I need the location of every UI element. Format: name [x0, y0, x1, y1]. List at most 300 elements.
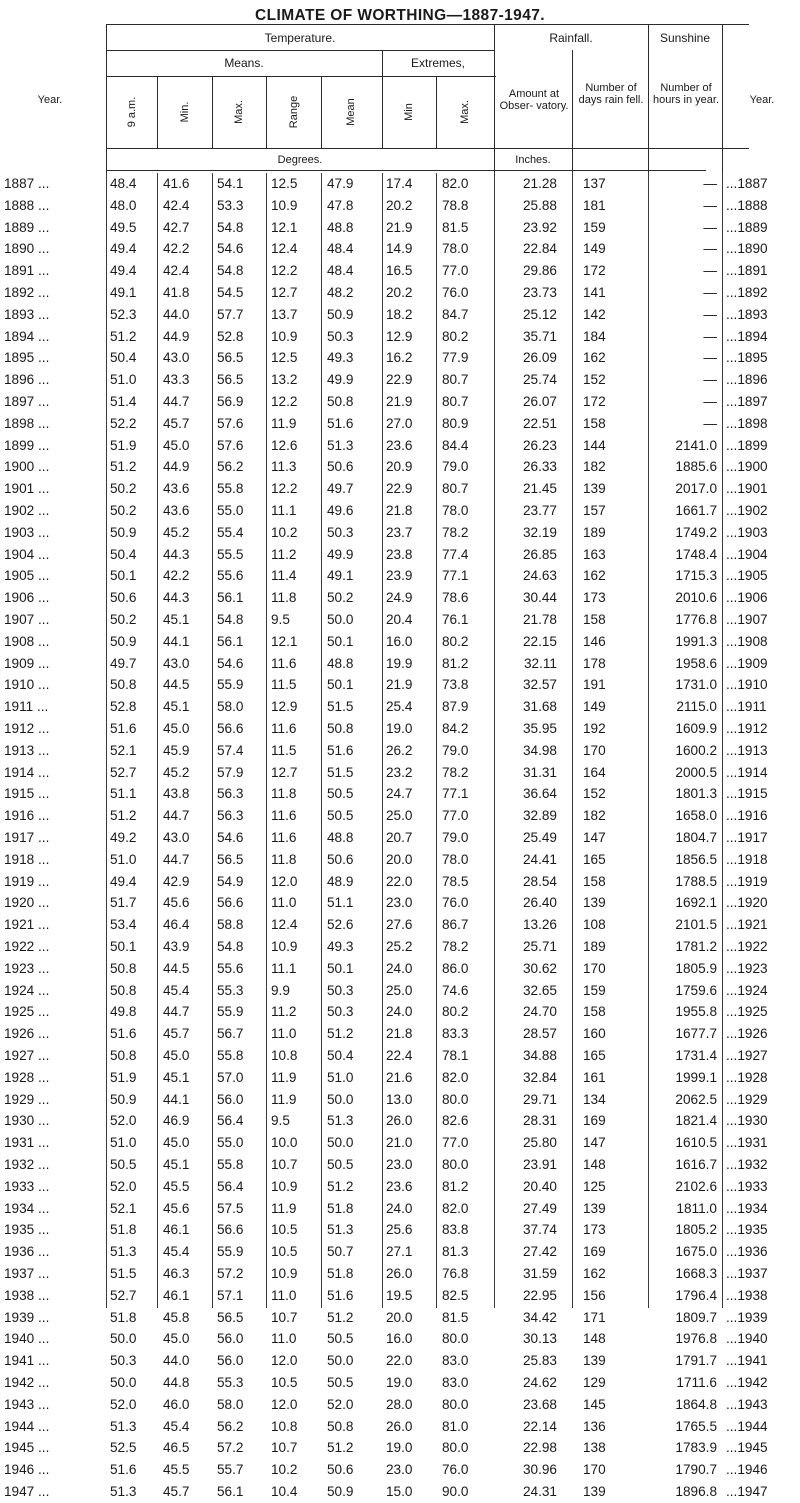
year-cell: 1941 ...	[4, 1353, 50, 1369]
year-cell-right: ...1902	[726, 503, 768, 518]
extreme-min-cell: 21.8	[386, 503, 413, 518]
rain-amount-cell: 25.83	[522, 1353, 557, 1369]
mean-min-cell: 44.5	[163, 960, 190, 976]
extreme-min-cell: 22.4	[386, 1048, 413, 1063]
am9-cell: 50.8	[110, 960, 137, 976]
extreme-max-cell: 80.2	[442, 1004, 469, 1020]
rain-amount-cell: 32.19	[522, 524, 557, 540]
sun-hours-cell: 1790.7	[675, 1462, 717, 1478]
mean-cell: 50.7	[327, 1244, 354, 1260]
extreme-max-cell: 78.0	[442, 241, 469, 257]
year-cell: 1901 ...	[4, 481, 50, 497]
subcol-rule	[106, 76, 496, 77]
rain-amount-cell: 32.84	[522, 1069, 557, 1085]
range-cell: 10.7	[271, 1157, 298, 1172]
mean-min-cell: 43.6	[163, 503, 190, 518]
sunshine-header: Sunshine	[659, 31, 711, 45]
mean-min-cell: 43.3	[163, 372, 190, 388]
rain-amount-cell: 30.44	[522, 590, 557, 606]
rain-days-cell: 139	[583, 1353, 606, 1369]
mean-min-cell: 44.9	[163, 328, 190, 344]
column-separator	[436, 173, 437, 1308]
year-cell: 1933 ...	[4, 1178, 50, 1194]
sun-hours-cell: 1805.9	[675, 960, 717, 976]
sun-hours-cell: 1791.7	[675, 1353, 717, 1369]
mean-max-cell: 56.2	[217, 459, 244, 475]
am9-cell: 52.0	[110, 1113, 137, 1129]
mean-max-cell: 54.8	[217, 612, 244, 627]
range-cell: 12.6	[271, 437, 298, 453]
sun-hours-cell: —	[703, 197, 717, 213]
extreme-max-cell: 76.0	[442, 285, 469, 300]
mean-min-cell: 44.7	[163, 808, 190, 824]
year-cell-right: ...1911	[726, 699, 767, 715]
table-row	[0, 500, 800, 522]
year-cell-right: ...1941	[726, 1353, 768, 1369]
range-cell: 11.0	[271, 1287, 297, 1303]
rain-amount-cell: 22.95	[522, 1287, 557, 1303]
mean-min-cell: 46.5	[163, 1440, 190, 1456]
year-cell-right: ...1912	[726, 721, 768, 736]
year-cell: 1899 ...	[4, 437, 50, 453]
year-cell-right: ...1932	[726, 1157, 768, 1172]
mean-max-cell: 54.6	[217, 830, 244, 845]
rain-amount-cell: 26.40	[522, 895, 557, 911]
extreme-min-cell: 20.2	[386, 285, 413, 300]
rain-days-cell: 156	[583, 1287, 606, 1303]
extreme-max-cell: 86.7	[442, 917, 469, 933]
extreme-max-cell: 84.7	[442, 306, 469, 322]
extreme-max-cell: 78.2	[442, 939, 469, 954]
extreme-max-cell: 80.0	[442, 1396, 469, 1412]
table-row	[0, 217, 800, 239]
rain-days-cell: 191	[583, 677, 606, 693]
year-cell: 1909 ...	[4, 655, 50, 671]
table-row	[0, 653, 800, 675]
sun-hours-cell: —	[703, 350, 717, 366]
mean-max-cell: 56.1	[217, 1484, 244, 1499]
rain-days-cell: 142	[583, 306, 606, 322]
table-row	[0, 1416, 800, 1438]
range-cell: 10.9	[271, 197, 298, 213]
column-separator	[648, 173, 649, 1308]
mean-max-cell: 54.8	[217, 263, 244, 279]
range-cell: 12.2	[271, 394, 298, 409]
range-cell: 12.7	[271, 285, 298, 300]
extreme-max-cell: 80.9	[442, 415, 469, 431]
column-separator	[572, 173, 573, 1308]
am9-cell: 51.3	[110, 1244, 137, 1260]
year-cell-right: ...1944	[726, 1418, 768, 1434]
sun-hours-cell: 1692.1	[675, 895, 717, 911]
mean-min-cell: 44.3	[163, 590, 190, 606]
range-cell: 11.2	[271, 1004, 297, 1020]
year-cell-right: ...1943	[726, 1396, 768, 1412]
table-row	[0, 1437, 800, 1459]
extreme-min-cell: 21.9	[386, 677, 413, 693]
year-cell: 1927 ...	[4, 1048, 50, 1063]
mean-cell: 50.1	[327, 677, 354, 693]
table-row	[0, 1307, 800, 1329]
mean-max-cell: 57.6	[217, 437, 244, 453]
mean-min-cell: 44.7	[163, 851, 190, 867]
table-row	[0, 544, 800, 566]
range-cell: 13.7	[271, 306, 298, 322]
extreme-max-cell: 77.0	[442, 808, 469, 824]
mean-max-cell: 55.9	[217, 1004, 244, 1020]
rain-amount-cell: 24.41	[522, 851, 557, 867]
extreme-max-cell: 83.3	[442, 1026, 469, 1042]
extreme-min-cell: 20.7	[386, 830, 413, 845]
mean-min-cell: 42.2	[163, 241, 190, 257]
mean-cell: 50.3	[327, 982, 354, 998]
year-cell: 1913 ...	[4, 742, 50, 758]
year-cell: 1925 ...	[4, 1004, 50, 1020]
range-cell: 10.7	[271, 1440, 298, 1456]
extreme-min-cell: 20.0	[386, 851, 413, 867]
am9-cell: 48.4	[110, 176, 137, 191]
mean-max-cell: 58.8	[217, 917, 244, 933]
year-cell: 1898 ...	[4, 415, 50, 431]
extreme-min-cell: 19.0	[386, 1375, 413, 1390]
rain-days-cell: 170	[583, 742, 606, 758]
extreme-max-cell: 84.2	[442, 721, 469, 736]
table-row	[0, 871, 800, 893]
mean-cell: 50.6	[327, 459, 354, 475]
table-row	[0, 1350, 800, 1372]
mean-min-cell: 43.6	[163, 481, 190, 497]
year-cell-right: ...1906	[726, 590, 768, 606]
extreme-min-cell: 20.9	[386, 459, 413, 475]
table-row	[0, 1154, 800, 1176]
year-cell-right: ...1918	[726, 851, 768, 867]
am9-cell: 52.1	[110, 1200, 137, 1216]
year-cell: 1912 ...	[4, 721, 50, 736]
extreme-min-cell: 25.0	[386, 808, 413, 824]
mean-min-cell: 45.8	[163, 1309, 190, 1325]
extreme-max-cell: 73.8	[442, 677, 469, 693]
year-cell: 1921 ...	[4, 917, 50, 933]
table-row	[0, 740, 800, 762]
mean-min-cell: 42.4	[163, 263, 190, 279]
table-row	[0, 1241, 800, 1263]
rain-amount-cell: 26.23	[522, 437, 557, 453]
sun-hours-cell: —	[703, 241, 717, 257]
mean-cell: 50.5	[327, 808, 354, 824]
year-cell: 1931 ...	[4, 1135, 50, 1151]
year-cell: 1902 ...	[4, 503, 50, 518]
table-row	[0, 413, 800, 435]
mean-cell: 48.2	[327, 285, 354, 300]
mean-cell: 49.1	[327, 568, 354, 584]
rain-days-cell: 165	[583, 851, 606, 867]
sun-hours-cell: 1796.4	[675, 1287, 717, 1303]
col-min-header: Min.	[179, 101, 191, 123]
sun-hours-cell: 1856.5	[675, 851, 717, 867]
year-cell-right: ...1919	[726, 873, 768, 889]
mean-max-cell: 55.4	[217, 524, 244, 540]
mean-max-cell: 56.5	[217, 372, 244, 388]
year-cell-right: ...1894	[726, 328, 768, 344]
year-cell-right: ...1909	[726, 655, 768, 671]
rain-amount-cell: 23.73	[522, 285, 557, 300]
extreme-min-cell: 17.4	[386, 176, 413, 191]
mean-cell: 48.8	[327, 830, 354, 845]
sun-hours-cell: 1765.5	[675, 1418, 717, 1434]
extreme-min-cell: 23.0	[386, 1157, 413, 1172]
col-rule	[321, 76, 322, 148]
rain-amount-cell: 34.88	[522, 1048, 557, 1063]
sun-hours-cell: 1805.2	[675, 1222, 717, 1238]
mean-max-cell: 55.6	[217, 960, 244, 976]
rain-days-cell: 138	[583, 1440, 606, 1456]
sun-hours-cell: 1609.9	[675, 721, 717, 736]
year-cell-right: ...1929	[726, 1091, 768, 1107]
extreme-max-cell: 78.8	[442, 197, 469, 213]
mean-cell: 50.8	[327, 394, 354, 409]
year-cell-right: ...1930	[726, 1113, 768, 1129]
year-cell-right: ...1899	[726, 437, 768, 453]
mean-min-cell: 44.9	[163, 459, 190, 475]
extreme-min-cell: 22.0	[386, 1353, 413, 1369]
am9-cell: 50.2	[110, 612, 137, 627]
col-rule	[212, 76, 213, 148]
mean-min-cell: 46.9	[163, 1113, 190, 1129]
extreme-max-cell: 80.0	[442, 1440, 469, 1456]
rain-amount-cell: 29.71	[522, 1091, 557, 1107]
mean-cell: 51.3	[327, 1113, 354, 1129]
am9-cell: 50.2	[110, 481, 137, 497]
mean-cell: 50.4	[327, 1048, 354, 1063]
col-ext-max-header: Max.	[459, 100, 471, 124]
year-cell: 1890 ...	[4, 241, 50, 257]
extreme-min-cell: 26.0	[386, 1418, 413, 1434]
range-cell: 12.7	[271, 764, 298, 780]
am9-cell: 49.2	[110, 830, 137, 845]
sun-hours-cell: 1896.8	[675, 1484, 717, 1499]
extreme-min-cell: 27.0	[386, 415, 413, 431]
rain-days-cell: 145	[583, 1396, 606, 1412]
am9-cell: 49.4	[110, 241, 137, 257]
rain-amount-cell: 25.74	[522, 372, 557, 388]
extreme-max-cell: 77.9	[442, 350, 469, 366]
am9-cell: 51.4	[110, 394, 137, 409]
range-cell: 11.8	[271, 851, 297, 867]
am9-cell: 50.4	[110, 546, 137, 562]
year-cell-right: ...1926	[726, 1026, 768, 1042]
table-row	[0, 565, 800, 587]
table-row	[0, 609, 800, 631]
mean-min-cell: 42.7	[163, 219, 190, 235]
rain-amount-cell: 24.62	[522, 1375, 557, 1390]
year-cell-right: ...1947	[726, 1484, 768, 1499]
extreme-max-cell: 81.5	[442, 219, 469, 235]
rain-days-cell: 162	[583, 1266, 606, 1281]
rain-amount-cell: 28.31	[522, 1113, 557, 1129]
rain-days-cell: 172	[583, 394, 606, 409]
extreme-max-cell: 81.0	[442, 1418, 469, 1434]
am9-cell: 50.1	[110, 939, 137, 954]
table-row	[0, 827, 800, 849]
table-row	[0, 522, 800, 544]
mean-cell: 50.1	[327, 960, 354, 976]
sun-hours-cell: 1783.9	[675, 1440, 717, 1456]
table-row	[0, 1176, 800, 1198]
extreme-min-cell: 24.0	[386, 1200, 413, 1216]
rain-days-cell: 169	[583, 1113, 606, 1129]
year-cell-right: ...1924	[726, 982, 768, 998]
am9-cell: 49.4	[110, 263, 137, 279]
extreme-min-cell: 26.2	[386, 742, 413, 758]
extreme-max-cell: 80.2	[442, 328, 469, 344]
extreme-min-cell: 12.9	[386, 328, 413, 344]
year-cell: 1936 ...	[4, 1244, 50, 1260]
am9-cell: 50.6	[110, 590, 137, 606]
year-cell: 1929 ...	[4, 1091, 50, 1107]
mean-cell: 49.3	[327, 350, 354, 366]
table-row	[0, 892, 800, 914]
rain-amount-cell: 28.57	[522, 1026, 557, 1042]
table-row	[0, 347, 800, 369]
mean-min-cell: 45.0	[163, 1135, 190, 1151]
year-cell: 1903 ...	[4, 524, 50, 540]
year-cell-right: ...1927	[726, 1048, 768, 1063]
table-row	[0, 1198, 800, 1220]
extreme-max-cell: 82.6	[442, 1113, 469, 1129]
col-9am-header: 9 a.m.	[126, 96, 138, 128]
rain-amount-cell: 22.14	[522, 1418, 557, 1434]
rain-days-cell: 173	[583, 590, 606, 606]
mean-max-cell: 55.9	[217, 677, 244, 693]
am9-cell: 51.8	[110, 1222, 137, 1238]
table-row	[0, 304, 800, 326]
range-cell: 11.5	[271, 742, 297, 758]
sun-hours-cell: 1711.6	[676, 1375, 717, 1390]
year-cell: 1896 ...	[4, 372, 50, 388]
mean-min-cell: 42.4	[163, 197, 190, 213]
mean-max-cell: 55.3	[217, 982, 244, 998]
mean-min-cell: 45.6	[163, 895, 190, 911]
year-cell-right: ...1887	[726, 176, 768, 191]
range-cell: 10.9	[271, 328, 298, 344]
sun-hours-cell: 1675.0	[675, 1244, 717, 1260]
rain-amount-cell: 28.54	[522, 873, 557, 889]
rain-days-cell: 134	[583, 1091, 606, 1107]
mean-min-cell: 41.6	[163, 176, 190, 191]
am9-cell: 50.1	[110, 568, 137, 584]
extreme-max-cell: 80.0	[442, 1331, 469, 1347]
year-cell-right: ...1933	[726, 1178, 768, 1194]
extreme-min-cell: 19.5	[386, 1287, 413, 1303]
rain-days-cell: 161	[583, 1069, 606, 1085]
year-cell: 1892 ...	[4, 285, 50, 300]
rain-amount-cell: 32.11	[523, 655, 557, 671]
rain-amount-cell: 22.51	[522, 415, 557, 431]
column-separator	[321, 173, 322, 1308]
range-cell: 11.0	[271, 1331, 297, 1347]
sun-hours-cell: 1781.2	[675, 939, 717, 954]
mean-min-cell: 44.1	[163, 633, 190, 649]
mean-cell: 50.0	[327, 1353, 354, 1369]
extreme-max-cell: 82.5	[442, 1287, 469, 1303]
mean-min-cell: 43.8	[163, 786, 190, 802]
mean-cell: 49.6	[327, 503, 354, 518]
table-row	[0, 260, 800, 282]
extreme-max-cell: 78.6	[442, 590, 469, 606]
mean-max-cell: 55.8	[217, 1048, 244, 1063]
rain-days-cell: 170	[583, 960, 606, 976]
mean-cell: 48.8	[327, 655, 354, 671]
column-separator	[382, 173, 383, 1308]
rain-days-cell: 192	[583, 721, 606, 736]
mean-max-cell: 56.3	[217, 786, 244, 802]
rain-amount-cell: 26.09	[522, 350, 557, 366]
mean-cell: 51.2	[327, 1440, 354, 1456]
year-cell-right: ...1900	[726, 459, 768, 475]
year-cell: 1932 ...	[4, 1157, 50, 1172]
table-row	[0, 849, 800, 871]
year-cell: 1906 ...	[4, 590, 50, 606]
mean-cell: 51.8	[327, 1266, 354, 1281]
extreme-max-cell: 79.0	[442, 459, 469, 475]
year-cell: 1919 ...	[4, 873, 50, 889]
year-cell-right: ...1903	[726, 524, 768, 540]
am9-cell: 51.3	[110, 1484, 137, 1499]
table-row	[0, 1023, 800, 1045]
am9-cell: 50.8	[110, 1048, 137, 1063]
mean-max-cell: 56.9	[217, 394, 244, 409]
year-cell-right: ...1938	[726, 1287, 768, 1303]
year-cell: 1930 ...	[4, 1113, 50, 1129]
am9-cell: 50.9	[110, 1091, 137, 1107]
mean-cell: 51.1	[327, 895, 354, 911]
rain-amount-cell: 24.70	[522, 1004, 557, 1020]
sun-hours-cell: 1976.8	[675, 1331, 717, 1347]
am9-cell: 52.0	[110, 1396, 137, 1412]
mean-cell: 50.9	[327, 1484, 354, 1499]
year-cell: 1891 ...	[4, 263, 50, 279]
year-cell: 1911 ...	[4, 699, 49, 715]
mean-max-cell: 54.9	[217, 873, 244, 889]
rain-amount-cell: 21.78	[522, 612, 557, 627]
year-cell-right: ...1914	[726, 764, 768, 780]
year-cell-right: ...1925	[726, 1004, 768, 1020]
year-cell: 1888 ...	[4, 197, 50, 213]
table-row	[0, 1089, 800, 1111]
mean-min-cell: 45.7	[163, 1026, 190, 1042]
mean-cell: 51.3	[327, 1222, 354, 1238]
am9-cell: 50.8	[110, 982, 137, 998]
am9-cell: 50.0	[110, 1375, 137, 1390]
am9-cell: 50.4	[110, 350, 137, 366]
sun-hours-header: Number of hours in year.	[652, 82, 720, 106]
rain-amount-cell: 20.40	[522, 1178, 557, 1194]
year-cell: 1905 ...	[4, 568, 50, 584]
year-cell: 1920 ...	[4, 895, 50, 911]
mean-min-cell: 45.0	[163, 437, 190, 453]
year-cell-right: ...1923	[726, 960, 768, 976]
mean-max-cell: 56.7	[217, 1026, 244, 1042]
col-max-header: Max.	[233, 100, 245, 124]
mean-cell: 50.3	[327, 328, 354, 344]
mean-cell: 51.2	[327, 1178, 354, 1194]
range-cell: 11.6	[271, 808, 297, 824]
mean-max-cell: 56.1	[217, 590, 244, 606]
year-cell-right: ...1895	[726, 350, 768, 366]
mean-min-cell: 45.0	[163, 721, 190, 736]
sun-hours-cell: 2141.0	[675, 437, 717, 453]
mean-cell: 51.6	[327, 415, 354, 431]
